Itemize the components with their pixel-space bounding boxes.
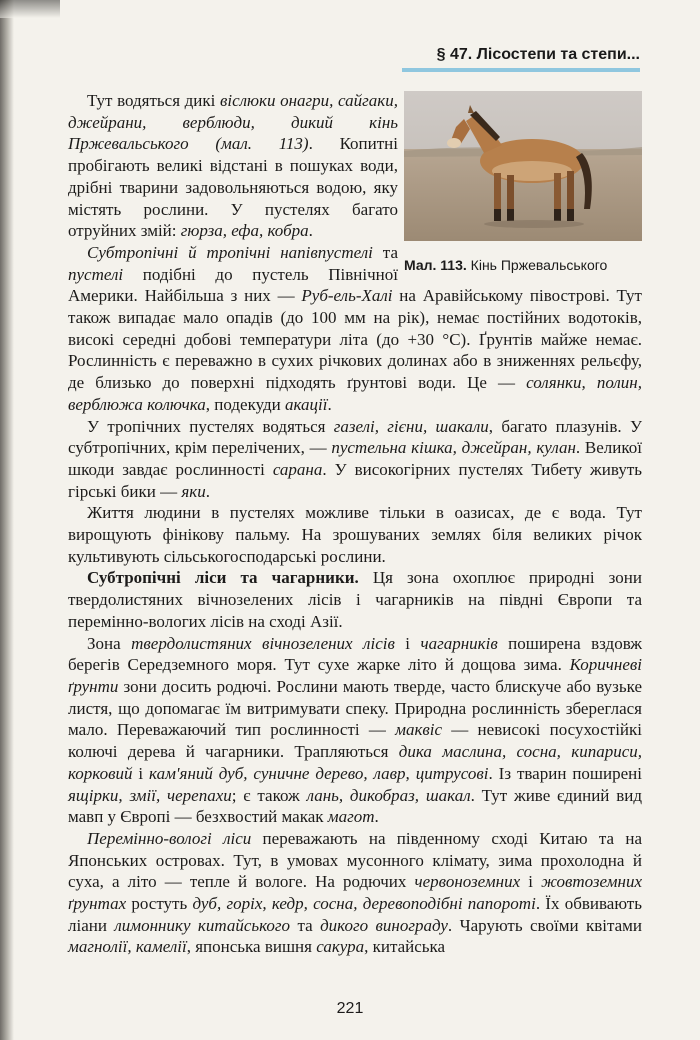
italic-term: газелі, гієни, шакали [333, 416, 489, 436]
figure-caption-text: Кінь Пржевальського [470, 257, 608, 273]
text-run: . Копитні пробігають великі відстані в пошуках води, дрібні тварини задовольняються водою, яку містять рослини. У пустелях багато отруйних змій: [68, 134, 398, 241]
text-run: , подекуди [205, 394, 286, 414]
italic-term: акації [285, 394, 328, 414]
italic-term: маквіс [395, 720, 443, 740]
text-run: і [394, 633, 421, 653]
text-run: та [372, 242, 398, 262]
page-corner-shadow [0, 0, 60, 18]
text-run: . [374, 807, 379, 827]
italic-term: ящірки, змії, черепахи [68, 785, 232, 805]
text-run: . Чарують своїми квітами [447, 915, 643, 935]
text-run: — невисокі посухостійкі колючі дерева й чагарники. Трапляються [68, 720, 642, 762]
paragraph [68, 633, 642, 828]
section-title: § 47. Лісостепи та степи... [436, 46, 640, 63]
italic-term: магнолії, камелії [68, 937, 187, 957]
italic-term: віслюки онагри, сайгаки, джейрани, верблюди, дикий кінь Пржевальського (мал. 113) [68, 91, 398, 154]
figure-float-spacer [398, 90, 642, 271]
header-accent-bar [402, 68, 640, 72]
italic-term: лань, дикобраз, шакал [306, 785, 471, 805]
text-run: У тропічних пустелях водяться [87, 416, 334, 436]
italic-term: кам'яний дуб, суничне дерево, лавр, цитрусові [149, 763, 489, 783]
text-run: , багато плазунів. У субтропічних, крім перелічених, — [68, 416, 642, 458]
text-run: на Аравійському півострові. Тут також випадає мало опадів (до 100 мм на рік), немає постійних водотоків, високі середні добові температури літа (до +30 °С). Ґрунтів майже немає. Рослинність є переважно в сухих річкових долинах або в зниженнях рельєфу, де близько до поверхні підходять ґрунтові води. Це — [68, 286, 642, 393]
italic-term: дика маслина, сосна, кипариси, корковий [68, 742, 642, 783]
page-gutter-shadow [0, 0, 14, 1040]
paragraph [68, 828, 642, 958]
text-run: . [205, 481, 210, 501]
italic-term: дикого винограду [320, 915, 448, 935]
text-run: і [520, 872, 542, 892]
paragraph [68, 416, 642, 503]
italic-term: пустельна кішка, джейран, кулан [331, 438, 576, 458]
italic-term: магот [327, 807, 375, 827]
paragraph [68, 567, 642, 632]
text-run: . Із тварин поширені [488, 763, 642, 783]
text-run: зони досить родючі. Рослини мають тверде, часто блискуче або вузьке листя, що допомагає їм витримувати спеку. Природна рослинність збереглася мало. Переважаючий тип рослинності — [68, 676, 642, 740]
figure-label: Мал. 113. [404, 257, 467, 273]
paragraph [68, 502, 642, 567]
text-run: ростуть [126, 894, 193, 914]
text-run: , китайська [364, 937, 446, 957]
italic-term: чагарників [420, 633, 498, 653]
italic-term: Коричневі ґрунти [68, 655, 642, 696]
italic-term: дуб, горіх, кедр, сосна, деревоподібні папороті [192, 894, 536, 914]
italic-term: сакура [316, 937, 365, 957]
italic-term: сарана [272, 459, 323, 479]
text-run: . Їх обвивають ліани [68, 894, 642, 935]
italic-term: яки [181, 481, 206, 501]
italic-term: пустелі [68, 264, 124, 284]
text-run: Тут водяться дикі [87, 91, 220, 110]
text-run: переважають на південному сході Китаю та на Японських островах. Тут, в умовах мусонного клімату, зима прохолодна й суха, а літо — тепле й вологе. На родючих [68, 828, 643, 892]
bold-heading: Субтропічні ліси та чагарники. [87, 568, 359, 588]
text-run: , японська вишня [186, 937, 317, 957]
italic-term: Перемінно-вологі ліси [87, 828, 252, 848]
text-run: Ця зона охоплює природні зони твердолистяних вічнозелених лісів і чагарників на півдні Європи та перемінно-вологих лісів на сході Азії. [68, 568, 642, 631]
page-number: 221 [336, 1000, 364, 1017]
italic-term: гюрза, ефа, кобра [180, 221, 309, 241]
body-text [68, 90, 642, 958]
text-run: поширена вздовж берегів Середземного моря. Тут сухе жарке літо й дощова зима. [68, 633, 642, 675]
italic-term: червоноземних [414, 872, 521, 892]
text-run: . [327, 394, 332, 414]
text-run: ; є також [231, 785, 307, 805]
text-run: Зона [87, 633, 132, 653]
italic-term: жовтоземних ґрунтах [68, 872, 642, 914]
text-run: і [132, 763, 150, 783]
italic-term: солянки, полин, верблюжа колючка [68, 373, 642, 414]
italic-term: твердолистяних вічнозелених лісів [131, 633, 395, 653]
text-run: та [290, 915, 321, 935]
text-run: . [308, 221, 313, 241]
text-run: Життя людини в пустелях можливе тільки в оазисах, де є вода. Тут вирощують фінікову пальму. На зрошуваних землях біля великих річок культивують сільськогосподарські рослини. [68, 503, 642, 566]
text-run: . Тут живе єдиний вид мавп у Європі — безхвостий макак [68, 785, 642, 827]
text-run: . Великої шкоди завдає рослинності [68, 438, 642, 479]
italic-term: Руб-ель-Халі [301, 286, 393, 306]
text-run: подібні до пустель Північної Америки. Найбільша з них — [68, 264, 398, 306]
italic-term: лимоннику китайського [114, 915, 291, 935]
text-run: . У високогірних пустелях Тибету живуть гірські бики — [68, 459, 642, 501]
running-header [402, 42, 640, 72]
italic-term: Субтропічні й тропічні напівпустелі [87, 242, 373, 262]
